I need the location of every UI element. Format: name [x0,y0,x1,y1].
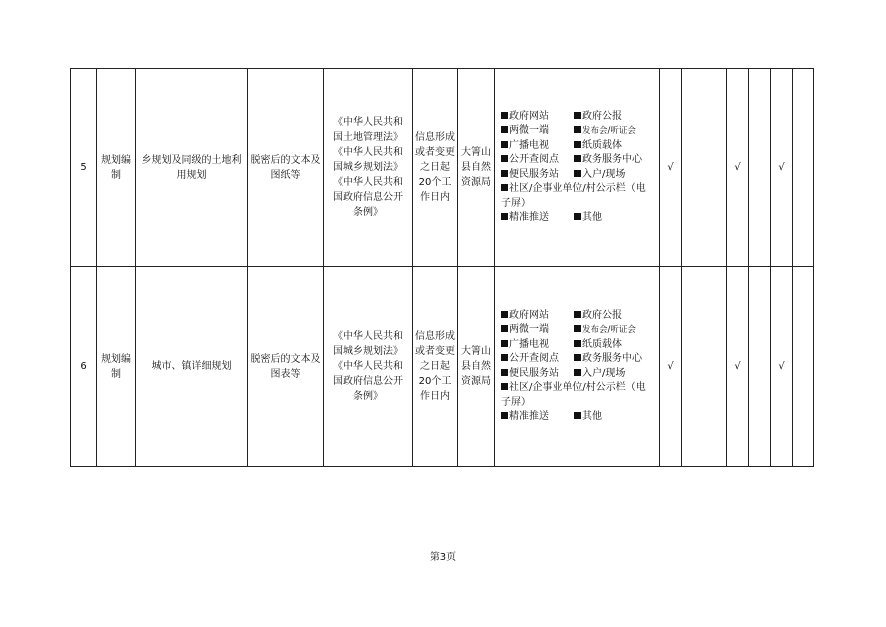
filled-square-icon [574,126,581,133]
filled-square-icon [501,184,508,191]
filled-square-icon [574,155,581,162]
table-row [71,69,814,267]
check-mark: √ [727,69,749,267]
filled-square-icon [501,141,508,148]
channel-item: 广播电视 [501,338,574,353]
filled-square-icon [574,170,581,177]
time-limit-cell: 信息形成或者变更之日起20个工作日内 [413,267,458,467]
channel-item: 发布会/听证会 [574,124,660,139]
channel-item: 社区/企事业单位/村公示栏（电子屏） [501,382,646,408]
filled-square-icon [574,311,581,318]
channel-item: 政府公报 [574,110,660,125]
channel-item: 便民服务站 [501,367,574,382]
row-index: 5 [71,69,97,267]
subject-cell: 大箐山县自然资源局 [458,69,495,267]
filled-square-icon [501,170,508,177]
filled-square-icon [501,369,508,376]
filled-square-icon [501,412,508,419]
filled-square-icon [501,311,508,318]
filled-square-icon [574,325,581,332]
empty-cell [793,267,814,467]
empty-cell [682,69,727,267]
check-mark: √ [771,267,793,467]
channel-item: 便民服务站 [501,168,574,183]
channels-cell [495,69,660,267]
filled-square-icon [574,213,581,220]
filled-square-icon [574,354,581,361]
channel-item: 政府网站 [501,309,574,324]
content-cell: 脱密后的文本及图表等 [248,267,324,467]
filled-square-icon [501,155,508,162]
channels-cell [495,267,660,467]
check-mark: √ [727,267,749,467]
channel-item: 公开查阅点 [501,153,574,168]
check-mark: √ [660,69,682,267]
row-index: 6 [71,267,97,467]
empty-cell [749,267,771,467]
filled-square-icon [501,112,508,119]
channel-item: 发布会/听证会 [574,323,660,338]
channel-item: 精准推送 [501,211,574,226]
item-cell: 城市、镇详细规划 [136,267,248,467]
disclosure-table [70,68,814,467]
channel-item: 入户/现场 [574,168,660,183]
channel-item: 政务服务中心 [574,352,660,367]
filled-square-icon [574,112,581,119]
channel-item: 两微一端 [501,323,574,338]
channel-item: 入户/现场 [574,367,660,382]
category-cell: 规划编制 [97,69,136,267]
channel-item: 两微一端 [501,124,574,139]
channel-item: 纸质载体 [574,338,660,353]
channel-item: 其他 [574,410,660,425]
filled-square-icon [501,340,508,347]
filled-square-icon [574,141,581,148]
content-cell: 脱密后的文本及图纸等 [248,69,324,267]
filled-square-icon [501,325,508,332]
time-limit-cell: 信息形成或者变更之日起20个工作日内 [413,69,458,267]
subject-cell: 大箐山县自然资源局 [458,267,495,467]
channel-item: 政务服务中心 [574,153,660,168]
check-mark: √ [660,267,682,467]
channel-item: 政府公报 [574,309,660,324]
filled-square-icon [501,383,508,390]
empty-cell [749,69,771,267]
item-cell: 乡规划及同级的土地利用规划 [136,69,248,267]
channel-item: 社区/企事业单位/村公示栏（电子屏） [501,183,646,209]
page-number: 第3页 [429,552,457,563]
filled-square-icon [501,213,508,220]
channel-item: 公开查阅点 [501,352,574,367]
filled-square-icon [574,412,581,419]
channel-item: 广播电视 [501,139,574,154]
filled-square-icon [501,354,508,361]
channel-item: 纸质载体 [574,139,660,154]
channel-item: 其他 [574,211,660,226]
empty-cell [793,69,814,267]
empty-cell [682,267,727,467]
basis-cell: 《中华人民共和 国土地管理法》 《中华人民共和 国城乡规划法》 《中华人民共和 国政府信息公开 条例》 [324,69,413,267]
filled-square-icon [574,369,581,376]
category-cell: 规划编制 [97,267,136,467]
channel-item: 政府网站 [501,110,574,125]
filled-square-icon [574,340,581,347]
filled-square-icon [501,126,508,133]
table-row [71,267,814,467]
basis-cell: 《中华人民共和 国城乡规划法》 《中华人民共和 国政府信息公开 条例》 [324,267,413,467]
channel-item: 精准推送 [501,410,574,425]
check-mark: √ [771,69,793,267]
